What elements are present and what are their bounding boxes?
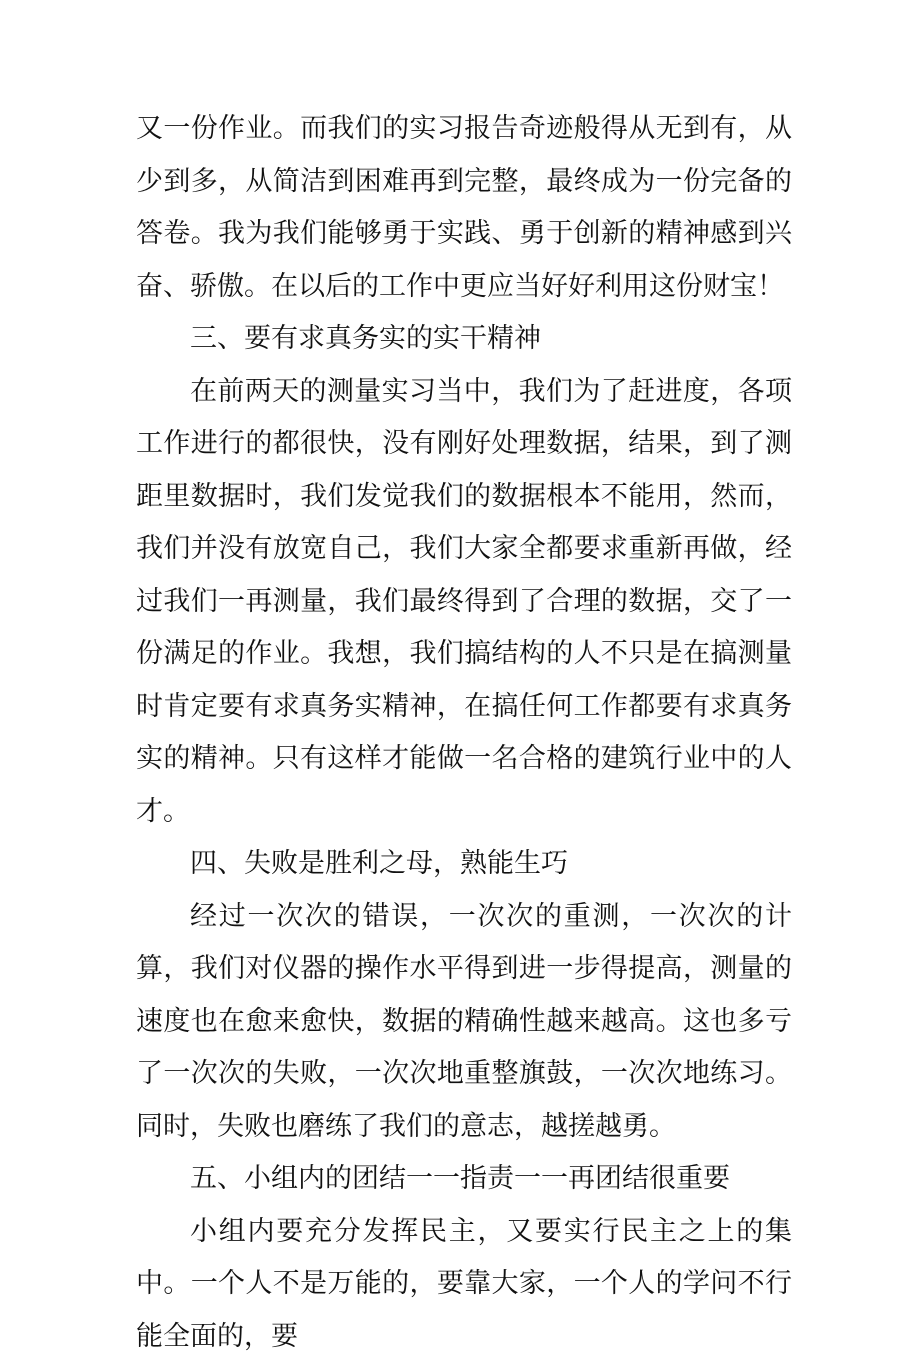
paragraph-section-3: 在前两天的测量实习当中，我们为了赶进度，各项工作进行的都很快，没有刚好处理数据，结果，到了测距里数据时，我们发觉我们的数据根本不能用，然而，我们并没有放宽自己，我们大家全都要求重新再做，经过我们一再测量，我们最终得到了合理的数据，交了一份满足的作业。我想，我们搞结构的人不只是在搞测量时肯定要有求真务实精神，在搞任何工作都要有求真务实的精神。只有这样才能做一名合格的建筑行业中的人才。 (136, 366, 792, 839)
document-body (136, 103, 792, 1363)
section-heading-5: 五、小组内的团结一一指责一一再团结很重要 (136, 1153, 792, 1206)
paragraph-continuation: 又一份作业。而我们的实习报告奇迹般得从无到有，从少到多，从简洁到困难再到完整，最终成为一份完备的答卷。我为我们能够勇于实践、勇于创新的精神感到兴奋、骄傲。在以后的工作中更应当好好利用这份财宝！ (136, 103, 792, 313)
section-heading-3: 三、要有求真务实的实干精神 (136, 313, 792, 366)
section-heading-4: 四、失败是胜利之母，熟能生巧 (136, 838, 792, 891)
paragraph-section-4: 经过一次次的错误，一次次的重测，一次次的计算，我们对仪器的操作水平得到进一步得提高，测量的速度也在愈来愈快，数据的精确性越来越高。这也多亏了一次次的失败，一次次地重整旗鼓，一次次地练习。同时，失败也磨练了我们的意志，越搓越勇。 (136, 891, 792, 1154)
paragraph-section-5: 小组内要充分发挥民主，又要实行民主之上的集中。一个人不是万能的，要靠大家，一个人的学问不行能全面的，要 (136, 1206, 792, 1363)
